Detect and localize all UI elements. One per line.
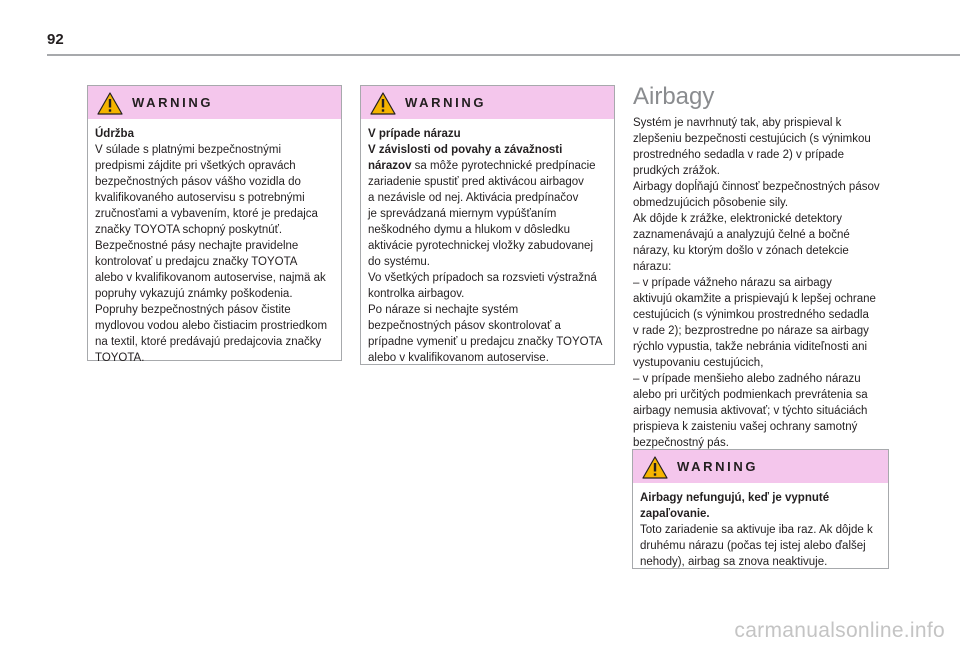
warning-label: WARNING — [132, 95, 214, 110]
warning-line: na textil, ktoré predávajú predajcovia značky — [95, 336, 322, 348]
body-line: nárazu: — [633, 261, 672, 273]
warning-header — [88, 86, 341, 119]
warning-line: alebo v kvalifikovanom autoservise. — [368, 352, 549, 364]
airbags-body — [633, 115, 895, 451]
warning-label: WARNING — [677, 459, 759, 474]
warning-line: značky TOYOTA schopný poskytnúť. — [95, 224, 283, 236]
warning-heading: Údržba — [95, 128, 134, 140]
warning-heading: V prípade nárazu — [368, 128, 461, 140]
body-line: cestujúcich (s výnimkou prostredného sedadla — [633, 309, 869, 321]
body-line: alebo pri určitých podmienkach prevrátenia sa — [633, 389, 868, 401]
body-line: Ak dôjde k zrážke, elektronické detektory — [633, 213, 843, 225]
body-line: Airbagy dopĺňajú činnosť bezpečnostných pásov — [633, 181, 880, 193]
body-line: rýchlo vypustia, takže nebránia viditeľnosti ani — [633, 341, 868, 353]
warning-line: V súlade s platnými bezpečnostnými — [95, 144, 282, 156]
watermark: carmanualsonline.info — [734, 619, 945, 642]
warning-line: Vo všetkých prípadoch sa rozsvieti výstražná — [368, 272, 597, 284]
body-line: prudkých zrážok. — [633, 165, 720, 177]
body-line: – v prípade vážneho nárazu sa airbagy — [633, 277, 832, 289]
warning-box-maintenance — [87, 85, 342, 364]
warning-body — [88, 119, 341, 366]
warning-line: bezpečnostných pásov skontrolovať a — [368, 320, 561, 332]
warning-line: kontrolka airbagov. — [368, 288, 465, 300]
body-line: v rade 2); bezprostredne po náraze sa airbagy — [633, 325, 869, 337]
warning-box-ignition — [632, 449, 889, 569]
warning-line: a nezávisle od nej. Aktivácia predpínačov — [368, 192, 579, 204]
warning-triangle-icon — [370, 92, 396, 115]
section-title: Airbagy — [633, 83, 715, 110]
body-line: bezpečnostný pás. — [633, 437, 729, 449]
warning-box-impact — [360, 85, 615, 365]
warning-line: prípadne vymeniť u predajcu značky TOYOTA — [368, 336, 603, 348]
warning-line: Popruhy bezpečnostných pásov čistite — [95, 304, 291, 316]
warning-line: Toto zariadenie sa aktivuje iba raz. Ak dôjde k — [640, 524, 873, 536]
warning-line: aktivácie pyrotechnickej vložky zabudovanej — [368, 240, 594, 252]
body-line: aktivujú okamžite a prispievajú k lepšej ochrane — [633, 293, 876, 305]
header-rule — [47, 54, 960, 56]
warning-line: popruhy vykazujú známky poškodenia. — [95, 288, 293, 300]
body-line: prostredného sedadla v rade 2) v prípade — [633, 149, 844, 161]
body-line: prispieva k zaisteniu vašej ochrany samotný — [633, 421, 858, 433]
body-line: obmedzujúcich pôsobenie sily. — [633, 197, 789, 209]
warning-line: Po náraze si nechajte systém — [368, 304, 519, 316]
warning-header — [361, 86, 614, 119]
body-line: airbagy nemusia aktivovať; v týchto situáciách — [633, 405, 868, 417]
warning-line: zručnosťami a vybavením, ktoré je predajca — [95, 208, 318, 220]
warning-line: zariadenie spustiť pred aktivácou airbagov — [368, 176, 584, 188]
warning-body — [633, 483, 888, 570]
warning-triangle-icon — [97, 92, 123, 115]
warning-line: je sprevádzaná miernym vypúšťaním — [368, 208, 557, 220]
warning-heading: V závislosti od povahy a závažnosti — [368, 144, 563, 156]
warning-line: Bezpečnostné pásy nechajte pravidelne — [95, 240, 299, 252]
warning-line — [368, 158, 608, 174]
warning-line: alebo v kvalifikovanom autoservise, najmä ak — [95, 272, 326, 284]
warning-line: druhému nárazu (počas tej istej alebo ďalšej — [640, 540, 866, 552]
warning-line: neškodného dymu a hlukom v dôsledku — [368, 224, 571, 236]
warning-triangle-icon — [642, 456, 668, 479]
body-line: zaznamenávajú a analyzujú čelné a bočné — [633, 229, 850, 241]
warning-line: predpismi zájdite pri všetkých opravách — [95, 160, 296, 172]
body-line: – v prípade menšieho alebo zadného nárazu — [633, 373, 861, 385]
warning-header — [633, 450, 888, 483]
warning-line: do systému. — [368, 256, 430, 268]
warning-text: sa môže pyrotechnické predpínacie — [411, 160, 596, 172]
body-line: zlepšeniu bezpečnosti cestujúcich (s výnimkou — [633, 133, 871, 145]
bold-word: nárazov — [368, 160, 412, 172]
warning-line: mydlovou vodou alebo čistiacim prostriedkom — [95, 320, 328, 332]
warning-line: kvalifikovaného autoservisu s potrebnými — [95, 192, 305, 204]
warning-body — [361, 119, 614, 366]
warning-line: nehody), airbag sa znova neaktivuje. — [640, 556, 828, 568]
warning-heading: Airbagy nefungujú, keď je vypnuté — [640, 492, 830, 504]
body-line: vystupovaniu cestujúcich, — [633, 357, 764, 369]
warning-label: WARNING — [405, 95, 487, 110]
body-line: Systém je navrhnutý tak, aby prispieval k — [633, 117, 842, 129]
warning-line: TOYOTA. — [95, 352, 145, 364]
body-line: nárazy, ku ktorým došlo v zónach detekcie — [633, 245, 849, 257]
warning-line: kontrolovať u predajcu značky TOYOTA — [95, 256, 298, 268]
warning-line: bezpečnostných pásov vášho vozidla do — [95, 176, 301, 188]
warning-heading: zapaľovanie. — [640, 508, 710, 520]
page-number: 92 — [47, 31, 64, 48]
